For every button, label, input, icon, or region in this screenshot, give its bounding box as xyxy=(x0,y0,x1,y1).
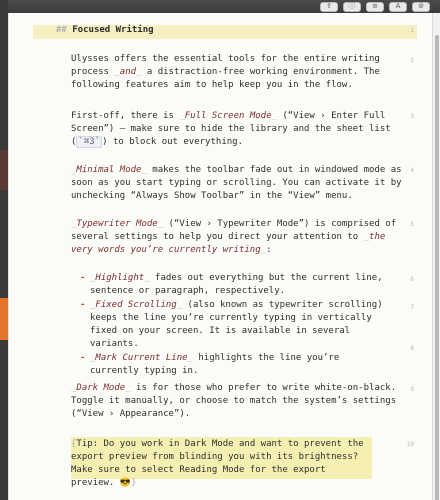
emphasis-marker: _ xyxy=(71,219,77,229)
list-item-text: (also known as typewriter scrolling) keeps the line you’re currently typing in vertically fixed on your screen. It is available in several variants. xyxy=(90,300,383,349)
list-icon[interactable]: ≡ xyxy=(366,2,384,12)
line-number: 10 xyxy=(406,441,414,448)
sidebar-marker xyxy=(0,150,8,190)
text-run: Ulysses offers the essential tools for the entire writing process xyxy=(71,54,380,77)
line-number: 1 xyxy=(410,27,414,34)
line-number: 8 xyxy=(410,345,414,352)
paragraph-typewriter-mode[interactable] xyxy=(71,218,407,257)
emphasis-marker: _ xyxy=(187,353,193,363)
line-number: 3 xyxy=(410,113,414,120)
bullet-marker: - xyxy=(80,353,86,363)
tip-text: Tip: Do you work in Dark Mode and want to prevent the export preview from blinding you with its brightness? Make sure to select Reading Mode for the export preview. 😎 xyxy=(71,439,364,488)
list-item[interactable] xyxy=(80,272,390,298)
typewriter-options-list xyxy=(80,272,390,379)
emphasis-marker: _ xyxy=(90,353,96,363)
text-run: is for those who prefer to write white-on-black. Toggle it manually, or choose to match the system’s settings (“View › Appearance”). xyxy=(71,383,397,419)
list-item[interactable] xyxy=(80,352,390,378)
heading-marker: ## xyxy=(56,25,67,35)
paragraph-full-screen[interactable] xyxy=(71,110,407,149)
annotation-marker: { xyxy=(71,439,77,449)
text-run: (“View › Enter Full Screen”) — make sure to hide the library and the sheet list ( xyxy=(71,111,391,147)
line-number: 4 xyxy=(410,167,414,174)
bullet-marker: - xyxy=(80,273,86,283)
sheet-heading[interactable] xyxy=(56,25,154,35)
annotation-marker: } xyxy=(130,478,137,488)
emphasis-marker: _ xyxy=(136,67,142,77)
list-item-text: highlights the line you’re currently typing in. xyxy=(90,353,340,376)
emphasis-marker: _ xyxy=(71,165,77,175)
emphasis-marker: _ xyxy=(176,300,183,310)
emphasis-marker: _ xyxy=(125,383,131,393)
text-run: : xyxy=(266,245,272,255)
emphasis-marker: _ xyxy=(141,165,147,175)
emphasis-marker: _ xyxy=(90,273,96,283)
info-icon[interactable]: ⓘ xyxy=(343,2,361,12)
sidebar-accent-marker xyxy=(0,298,8,340)
text-run: (“View › Typewriter Mode”) is comprised of several settings to help you direct your attention to xyxy=(71,219,397,242)
list-item[interactable] xyxy=(80,299,390,351)
line-number: 7 xyxy=(410,304,414,311)
emphasis-text: Fixed Scrolling xyxy=(95,300,177,310)
tip-annotation[interactable] xyxy=(71,438,373,490)
emphasis-marker: _ xyxy=(363,232,370,242)
emphasis-text: Minimal Mode xyxy=(76,165,142,175)
scrollbar-thumb[interactable] xyxy=(435,35,439,500)
code-marker: ` xyxy=(78,137,84,147)
emphasis-text: the very words you’re currently writing xyxy=(71,232,386,255)
vertical-scrollbar[interactable] xyxy=(432,13,440,500)
emphasis-marker: _ xyxy=(71,383,77,393)
emphasis-marker: _ xyxy=(114,67,120,77)
emphasis-text: and xyxy=(119,67,137,77)
emphasis-text: Typewriter Mode xyxy=(76,219,158,229)
font-icon[interactable]: A xyxy=(389,2,407,12)
emphasis-marker: _ xyxy=(157,219,164,229)
text-run: First-off, there is xyxy=(71,111,180,121)
text-run: a distraction-free working environment. The following features aim to help keep you in the flow. xyxy=(71,67,380,90)
emphasis-marker: _ xyxy=(179,111,185,121)
attachment-icon[interactable]: ⊘ xyxy=(412,2,430,12)
heading-text: Focused Writing xyxy=(72,25,154,35)
paragraph-minimal-mode[interactable] xyxy=(71,164,407,203)
bullet-marker: - xyxy=(80,300,86,310)
line-number: 2 xyxy=(410,57,414,64)
emphasis-marker: _ xyxy=(144,273,150,283)
emphasis-marker: _ xyxy=(271,111,277,121)
text-run: makes the toolbar fade out in windowed mode as soon as you start typing or scrolling. You can activate it by unchecking “Always Show Toolbar” in the “View” menu. xyxy=(71,165,402,201)
shortcut-text: ⌘3 xyxy=(83,137,95,147)
code-span xyxy=(76,136,102,148)
emphasis-marker: _ xyxy=(260,245,267,255)
line-number: 5 xyxy=(410,221,414,228)
line-number: 9 xyxy=(410,386,414,393)
paragraph-intro[interactable] xyxy=(71,53,407,92)
line-number: 6 xyxy=(410,276,414,283)
list-item-text: fades out everything but the current line, sentence or paragraph, respectively. xyxy=(90,273,383,296)
emphasis-text: Full Screen Mode xyxy=(184,111,272,121)
editor-toolbar xyxy=(8,0,440,13)
code-marker: ` xyxy=(94,137,101,147)
emphasis-marker: _ xyxy=(90,300,96,310)
emphasis-text: Highlight xyxy=(95,273,145,283)
paragraph-dark-mode[interactable] xyxy=(71,382,407,421)
share-icon[interactable]: ⇪ xyxy=(320,2,338,12)
window-edge-strip xyxy=(0,0,8,500)
text-run: ) to block out everything. xyxy=(102,137,243,147)
emphasis-text: Dark Mode xyxy=(76,383,126,393)
emphasis-text: Mark Current Line xyxy=(95,353,188,363)
